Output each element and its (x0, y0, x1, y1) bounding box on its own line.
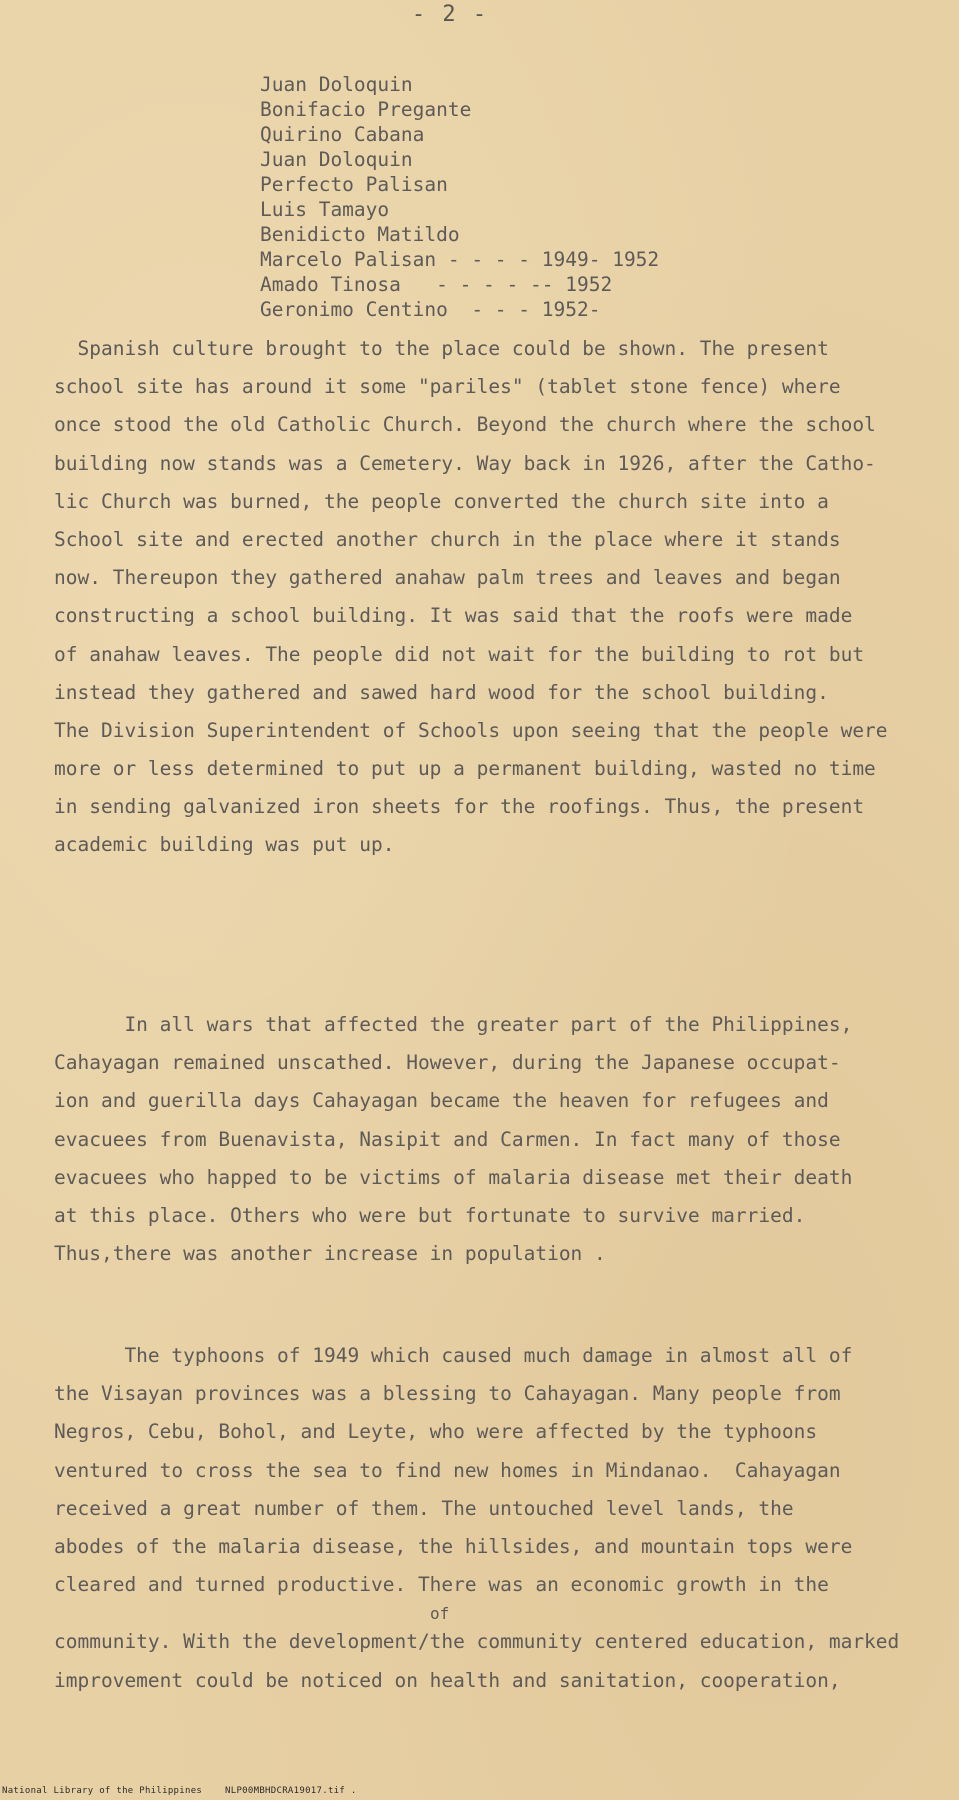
text-line: instead they gathered and sawed hard wood for the school building. (54, 680, 829, 704)
text-line: cleared and turned productive. There was an economic growth in the (54, 1573, 829, 1597)
text-line: Spanish culture brought to the place could be shown. The present (54, 337, 829, 360)
paragraph-typhoons (54, 1337, 934, 1700)
text-line: of anahaw leaves. The people did not wait for the building to rot but (54, 642, 865, 666)
text-line: Thus,there was another increase in population . (54, 1242, 606, 1266)
handwritten-insertion: of (430, 1604, 450, 1624)
text-line: once stood the old Catholic Church. Beyond the church where the school (54, 413, 876, 437)
name-entry: Geronimo Centino - - - 1952- (260, 298, 601, 321)
text-line: Cahayagan remained unscathed. However, during the Japanese occupat- (54, 1051, 841, 1075)
text-line: evacuees from Buenavista, Nasipit and Carmen. In fact many of those (54, 1127, 841, 1151)
text-line: The Division Superintendent of Schools upon seeing that the people were (54, 718, 888, 742)
text-line: improvement could be noticed on health and sanitation, cooperation, (54, 1668, 841, 1692)
name-entry: Amado Tinosa - - - - -- 1952 (260, 273, 613, 296)
text-line: building now stands was a Cemetery. Way back in 1926, after the Catho- (54, 451, 876, 475)
text-line: ion and guerilla days Cahayagan became the heaven for refugees and (54, 1089, 829, 1113)
text-line: academic building was put up. (54, 833, 395, 857)
teacher-name-list (260, 72, 659, 322)
name-entry: Marcelo Palisan - - - - 1949- 1952 (260, 248, 660, 271)
page-number: - 2 - (411, 2, 489, 27)
text-line: received a great number of them. The untouched level lands, the (54, 1496, 794, 1520)
text-line: in sending galvanized iron sheets for the roofings. Thus, the present (54, 795, 865, 819)
text-line: Negros, Cebu, Bohol, and Leyte, who were affected by the typhoons (54, 1420, 818, 1444)
text-line: lic Church was burned, the people converted the church site into a (54, 489, 829, 513)
paragraph-wars (54, 1006, 934, 1273)
text-line: school site has around it some "pariles" (tablet stone fence) where (54, 375, 841, 399)
name-entry: Juan Doloquin (260, 148, 413, 171)
text-line: now. Thereupon they gathered anahaw palm trees and leaves and began (54, 566, 841, 590)
text-line: ventured to cross the sea to find new homes in Mindanao. Cahayagan (54, 1458, 841, 1482)
text-line: the Visayan provinces was a blessing to Cahayagan. Many people from (54, 1382, 841, 1406)
paragraph-spanish-culture (54, 330, 934, 865)
text-line: constructing a school building. It was said that the roofs were made (54, 604, 853, 628)
text-line: abodes of the malaria disease, the hillsides, and mountain tops were (54, 1534, 853, 1558)
name-entry: Juan Doloquin (260, 73, 413, 96)
text-line: evacuees who happed to be victims of malaria disease met their death (54, 1165, 853, 1189)
text-line: at this place. Others who were but fortunate to survive married. (54, 1203, 806, 1227)
name-entry: Bonifacio Pregante (260, 98, 472, 121)
text-line: School site and erected another church in the place where it stands (54, 527, 841, 551)
name-entry: Benidicto Matildo (260, 223, 460, 246)
name-entry: Perfecto Palisan (260, 173, 448, 196)
text-line: more or less determined to put up a permanent building, wasted no time (54, 757, 876, 781)
archive-footer: National Library of the Philippines NLP00MBHDCRA19017.tif . (2, 1786, 357, 1796)
text-line: In all wars that affected the greater part of the Philippines, (54, 1013, 853, 1036)
text-line: community. With the development/the community centered education, marked (54, 1630, 900, 1654)
text-line: The typhoons of 1949 which caused much damage in almost all of (54, 1344, 853, 1367)
name-entry: Quirino Cabana (260, 123, 425, 146)
name-entry: Luis Tamayo (260, 198, 390, 221)
